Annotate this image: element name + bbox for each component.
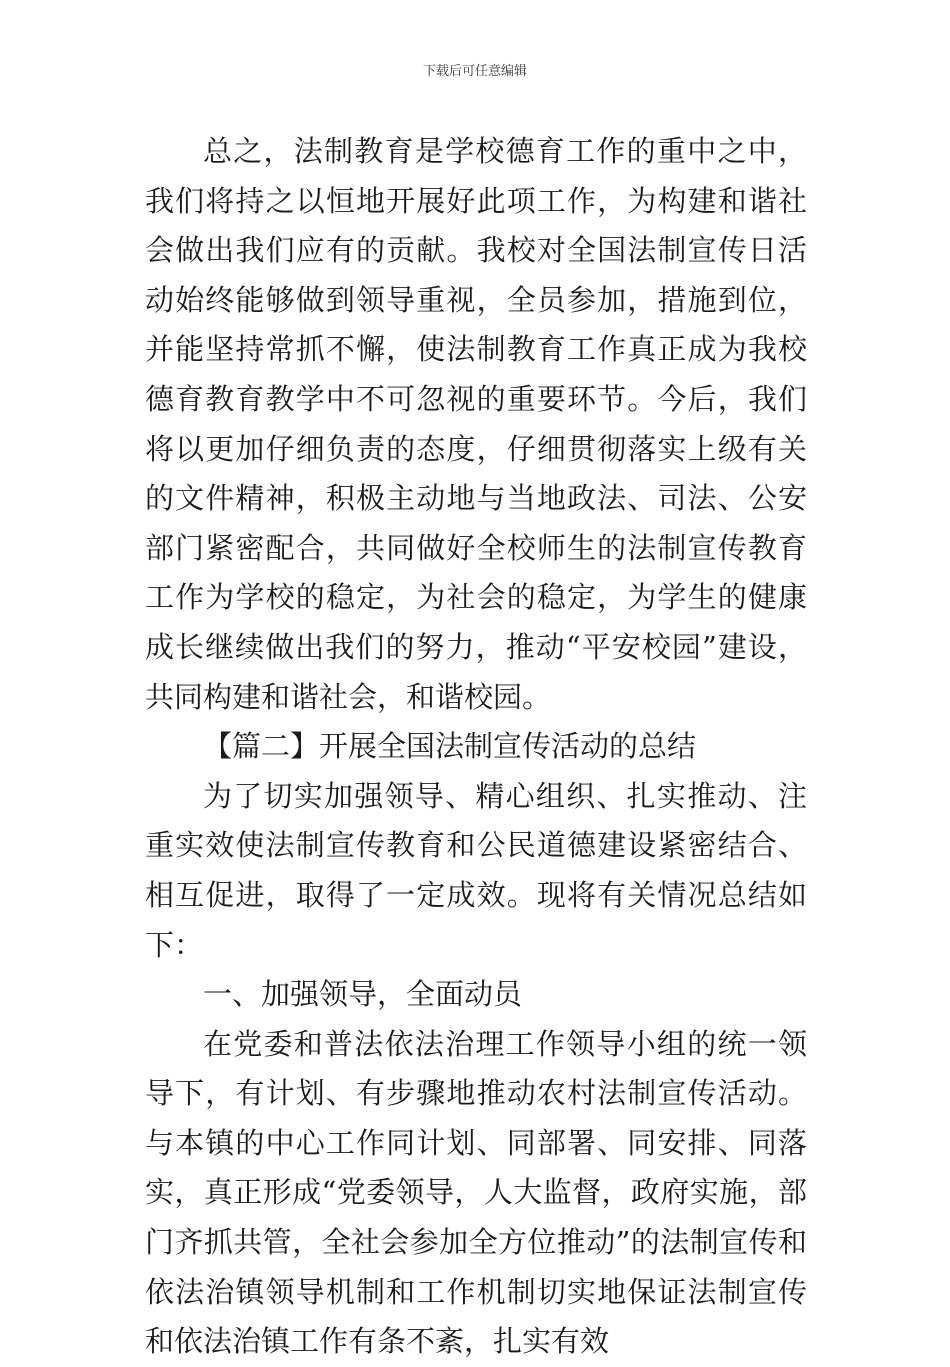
paragraph-leadership: 在党委和普法依法治理工作领导小组的统一领导下，有计划、有步骤地推动农村法制宣传活动。与本镇的中心工作同计划、同部署、同安排、同落实，真正形成“党委领导，人大监督，政府实施，部门齐抓共管，全社会参加全方位推动”的法制宣传和依法治镇领导机制和工作机制切实地保证法制宣传和依法治镇工作有条不紊，扎实有效 xyxy=(145,1026,807,1359)
page-header: 下载后可任意编辑 xyxy=(422,64,527,79)
paragraph-intro: 为了切实加强领导、精心组织、扎实推动、注重实效使法制宣传教育和公民道德建设紧密结合、相互促进，取得了一定成效。现将有关情况总结如下： xyxy=(145,778,807,962)
document-body xyxy=(145,127,807,1367)
section-heading-part-two: 【篇二】开展全国法制宣传活动的总结 xyxy=(203,729,697,764)
subheading-leadership: 一、加强领导，全面动员 xyxy=(203,977,523,1012)
paragraph-conclusion: 总之，法制教育是学校德育工作的重中之中，我们将持之以恒地开展好此项工作，为构建和谐社会做出我们应有的贡献。我校对全国法制宣传日活动始终能够做到领导重视，全员参加，措施到位，并能坚持常抓不懈，使法制教育工作真正成为我校德育教育教学中不可忽视的重要环节。今后，我们将以更加仔细负责的态度，仔细贯彻落实上级有关的文件精神，积极主动地与当地政法、司法、公安部门紧密配合，共同做好全校师生的法制宣传教育工作为学校的稳定，为社会的稳定，为学生的健康成长继续做出我们的努力，推动“平安校园”建设，共同构建和谐社会，和谐校园。 xyxy=(145,134,807,714)
